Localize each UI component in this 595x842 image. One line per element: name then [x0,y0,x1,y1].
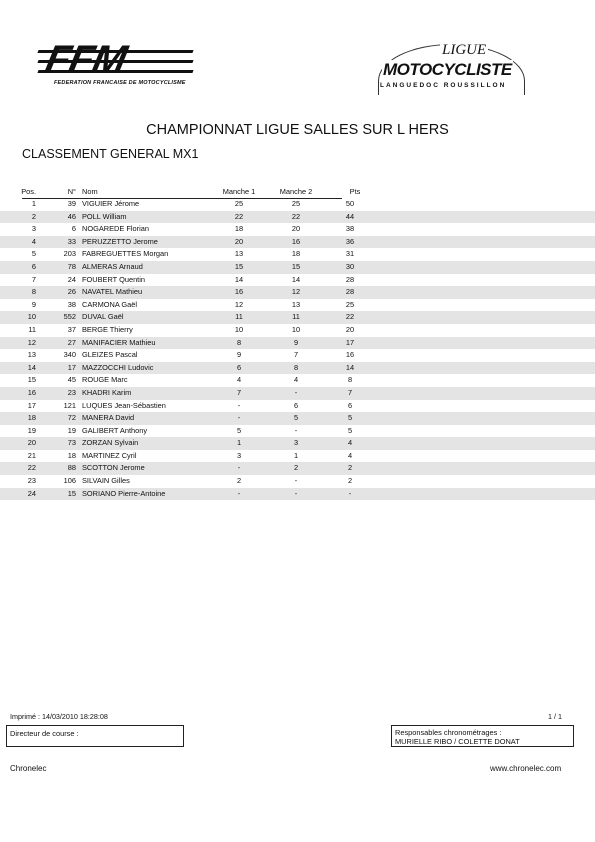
row-pos: 17 [27,400,36,410]
table-row [0,236,595,249]
table-row [0,462,595,475]
director-label: Directeur de course : [10,729,79,738]
row-num: 203 [63,249,76,259]
header-name: Nom [82,187,98,196]
row-pts: 17 [345,337,355,347]
row-num: 45 [67,375,76,385]
row-pts: 50 [345,199,355,208]
header-pts: Pts [349,187,361,196]
row-manche-1: - [237,413,241,423]
header-pos: Pos. [21,187,36,196]
row-pts: 5 [347,425,353,435]
row-manche-2: - [294,425,298,435]
row-name: POLL William [82,211,127,221]
row-manche-1: 13 [234,249,244,259]
row-pts: 4 [347,450,353,460]
row-manche-1: - [237,463,241,473]
row-manche-2: 5 [293,413,299,423]
row-manche-1: 18 [234,224,244,234]
row-num: 340 [63,350,76,360]
row-pts: 30 [345,261,355,271]
page-title: CHAMPIONNAT LIGUE SALLES SUR L HERS [146,122,449,138]
ligue-logo [370,40,530,98]
row-name: ALMERAS Arnaud [82,261,143,271]
row-manche-1: 15 [234,261,244,271]
row-num: 72 [67,413,76,423]
row-pos: 22 [27,463,36,473]
row-num: 552 [63,312,76,322]
row-name: GLEIZES Pascal [82,350,138,360]
row-pos: 21 [27,450,36,460]
row-manche-2: 2 [293,463,299,473]
website-link[interactable]: www.chronelec.com [490,764,562,773]
table-row [0,311,595,324]
table-row [0,274,595,287]
row-name: SILVAIN Gilles [82,476,130,486]
table-row [0,374,595,387]
row-manche-2: 22 [291,211,301,221]
chrono-label: Responsables chronométrages : [395,728,502,737]
row-num: 23 [67,387,76,397]
table-row [0,425,595,438]
row-pts: 16 [345,350,355,360]
row-pos: 16 [27,387,36,397]
row-manche-2: - [294,488,298,498]
row-pts: 25 [345,299,355,309]
row-manche-1: 20 [234,236,244,246]
row-manche-2: 7 [293,350,299,360]
row-name: VIGUIER Jérome [82,199,140,208]
row-pts: 14 [345,362,355,372]
ffm-mark: FFM [41,38,130,82]
row-pos: 15 [27,375,36,385]
row-name: MAZZOCCHI Ludovic [82,362,154,372]
table-row [0,324,595,337]
table-row [0,299,595,312]
table-row [0,349,595,362]
row-manche-2: 18 [291,249,301,259]
row-manche-2: - [294,476,298,486]
page-number: 1 / 1 [548,712,562,721]
row-name: LUQUES Jean-Sébastien [82,400,166,410]
row-manche-1: 4 [236,375,242,385]
row-name: SORIANO Pierre-Antoine [82,488,166,498]
row-pos: 1 [31,199,36,208]
row-pos: 9 [31,299,36,309]
row-manche-2: - [294,387,298,397]
row-pts: 36 [345,236,355,246]
table-row [0,362,595,375]
row-manche-1: 16 [234,287,244,297]
row-num: 6 [71,224,76,234]
row-name: NAVATEL Mathieu [82,287,143,297]
row-num: 78 [67,261,76,271]
row-manche-2: 16 [291,236,301,246]
row-pos: 20 [27,438,36,448]
row-name: DUVAL Gaël [82,312,124,322]
brand-name: Chronelec [10,764,47,773]
table-row [0,261,595,274]
row-num: 38 [67,299,76,309]
results-table [0,186,595,500]
row-manche-1: 12 [234,299,244,309]
row-pos: 14 [27,362,36,372]
row-pos: 19 [27,425,36,435]
row-manche-2: 10 [291,324,301,334]
row-num: 19 [67,425,76,435]
row-pos: 12 [27,337,36,347]
row-manche-1: 2 [236,476,242,486]
row-pos: 3 [31,224,36,234]
director-box [6,725,184,747]
row-pts: 6 [347,400,353,410]
row-pos: 8 [31,287,36,297]
table-row [0,437,595,450]
row-pos: 7 [31,274,36,284]
row-manche-2: 6 [293,400,299,410]
row-pts: 28 [345,287,355,297]
row-name: ZORZAN Sylvain [82,438,139,448]
table-row [0,223,595,236]
row-manche-2: 25 [291,199,301,208]
row-pts: 44 [345,211,355,221]
row-manche-1: 9 [236,350,242,360]
row-manche-1: 10 [234,324,244,334]
table-header [0,186,595,198]
row-manche-1: 8 [236,337,242,347]
row-name: SCOTTON Jerome [82,463,145,473]
row-pos: 23 [27,476,36,486]
row-name: BERGE Thierry [82,324,133,334]
row-manche-1: - [237,488,241,498]
row-num: 24 [67,274,76,284]
row-manche-1: 14 [234,274,244,284]
row-manche-2: 8 [293,362,299,372]
table-row [0,488,595,501]
row-num: 27 [67,337,76,347]
row-manche-1: 11 [235,312,243,322]
row-name: ROUGE Marc [82,375,128,385]
table-row [0,337,595,350]
header-manche-2: Manche 2 [279,187,313,196]
row-name: FOUBERT Quentin [82,274,145,284]
row-pts: 38 [345,224,355,234]
chrono-box [391,725,574,747]
row-pts: 20 [345,324,355,334]
row-manche-2: 11 [292,312,300,322]
row-pos: 10 [27,312,36,322]
row-num: 39 [67,199,76,208]
row-manche-1: 1 [236,438,242,448]
table-row [0,400,595,413]
row-name: GALIBERT Anthony [82,425,148,435]
row-name: PERUZZETTO Jerome [82,236,158,246]
row-manche-1: 7 [236,387,242,397]
printed-timestamp: Imprimé : 14/03/2010 18:28:08 [10,712,108,721]
row-pos: 2 [31,211,36,221]
ligue-word: LIGUE [442,42,487,58]
row-manche-1: 3 [236,450,242,460]
row-name: MANIFACIER Mathieu [82,337,156,347]
table-row [0,450,595,463]
table-row [0,387,595,400]
row-num: 33 [67,236,76,246]
row-num: 15 [67,488,76,498]
row-pts: 31 [345,249,355,259]
row-pos: 11 [28,324,36,334]
row-manche-2: 1 [293,450,299,460]
row-pos: 13 [27,350,36,360]
row-pos: 24 [27,488,36,498]
chrono-names: MURIELLE RIBO / COLETTE DONAT [395,737,520,746]
row-num: 17 [67,362,76,372]
row-pts: 2 [347,476,353,486]
row-manche-1: 5 [236,425,242,435]
table-row [0,198,595,211]
row-manche-1: 22 [234,211,244,221]
row-num: 18 [67,450,76,460]
header-num: N° [67,187,76,196]
page-subtitle: CLASSEMENT GENERAL MX1 [22,147,199,161]
row-manche-2: 13 [291,299,301,309]
row-name: MARTINEZ Cyril [82,450,137,460]
row-name: FABREGUETTES Morgan [82,249,169,259]
table-row [0,286,595,299]
row-pts: 2 [347,463,353,473]
row-num: 46 [67,211,76,221]
table-body [0,198,595,500]
row-manche-2: 3 [293,438,299,448]
row-pts: 28 [345,274,355,284]
row-manche-2: 15 [291,261,301,271]
row-pos: 4 [31,236,36,246]
row-num: 37 [67,324,76,334]
row-name: KHADRI Karim [82,387,132,397]
row-pos: 6 [31,261,36,271]
row-name: CARMONA Gaël [82,299,138,309]
ffm-subtitle: FEDERATION FRANCAISE DE MOTOCYCLISME [54,80,186,86]
row-pts: 7 [347,387,353,397]
row-num: 26 [67,287,76,297]
row-name: MANERA David [82,413,135,423]
ffm-logo [28,40,203,92]
moto-word: MOTOCYCLISTE [383,60,512,79]
table-row [0,475,595,488]
row-manche-1: - [237,400,241,410]
row-pts: 5 [347,413,353,423]
row-pos: 18 [27,413,36,423]
row-manche-2: 4 [293,375,299,385]
row-manche-2: 9 [293,337,299,347]
row-manche-1: 6 [236,362,242,372]
row-pts: 22 [345,312,355,322]
table-row [0,248,595,261]
row-manche-1: 25 [234,199,244,208]
row-manche-2: 14 [291,274,301,284]
row-name: NOGAREDE Florian [82,224,149,234]
region-word: LANGUEDOC ROUSSILLON [380,82,507,89]
row-manche-2: 12 [291,287,301,297]
header-manche-1: Manche 1 [222,187,256,196]
row-manche-2: 20 [291,224,301,234]
row-pts: 8 [347,375,353,385]
row-num: 106 [63,476,76,486]
table-row [0,412,595,425]
row-pts: 4 [347,438,353,448]
row-pos: 5 [31,249,36,259]
row-num: 88 [67,463,76,473]
table-row [0,211,595,224]
row-num: 73 [67,438,76,448]
row-pts: - [348,488,352,498]
row-num: 121 [63,400,76,410]
